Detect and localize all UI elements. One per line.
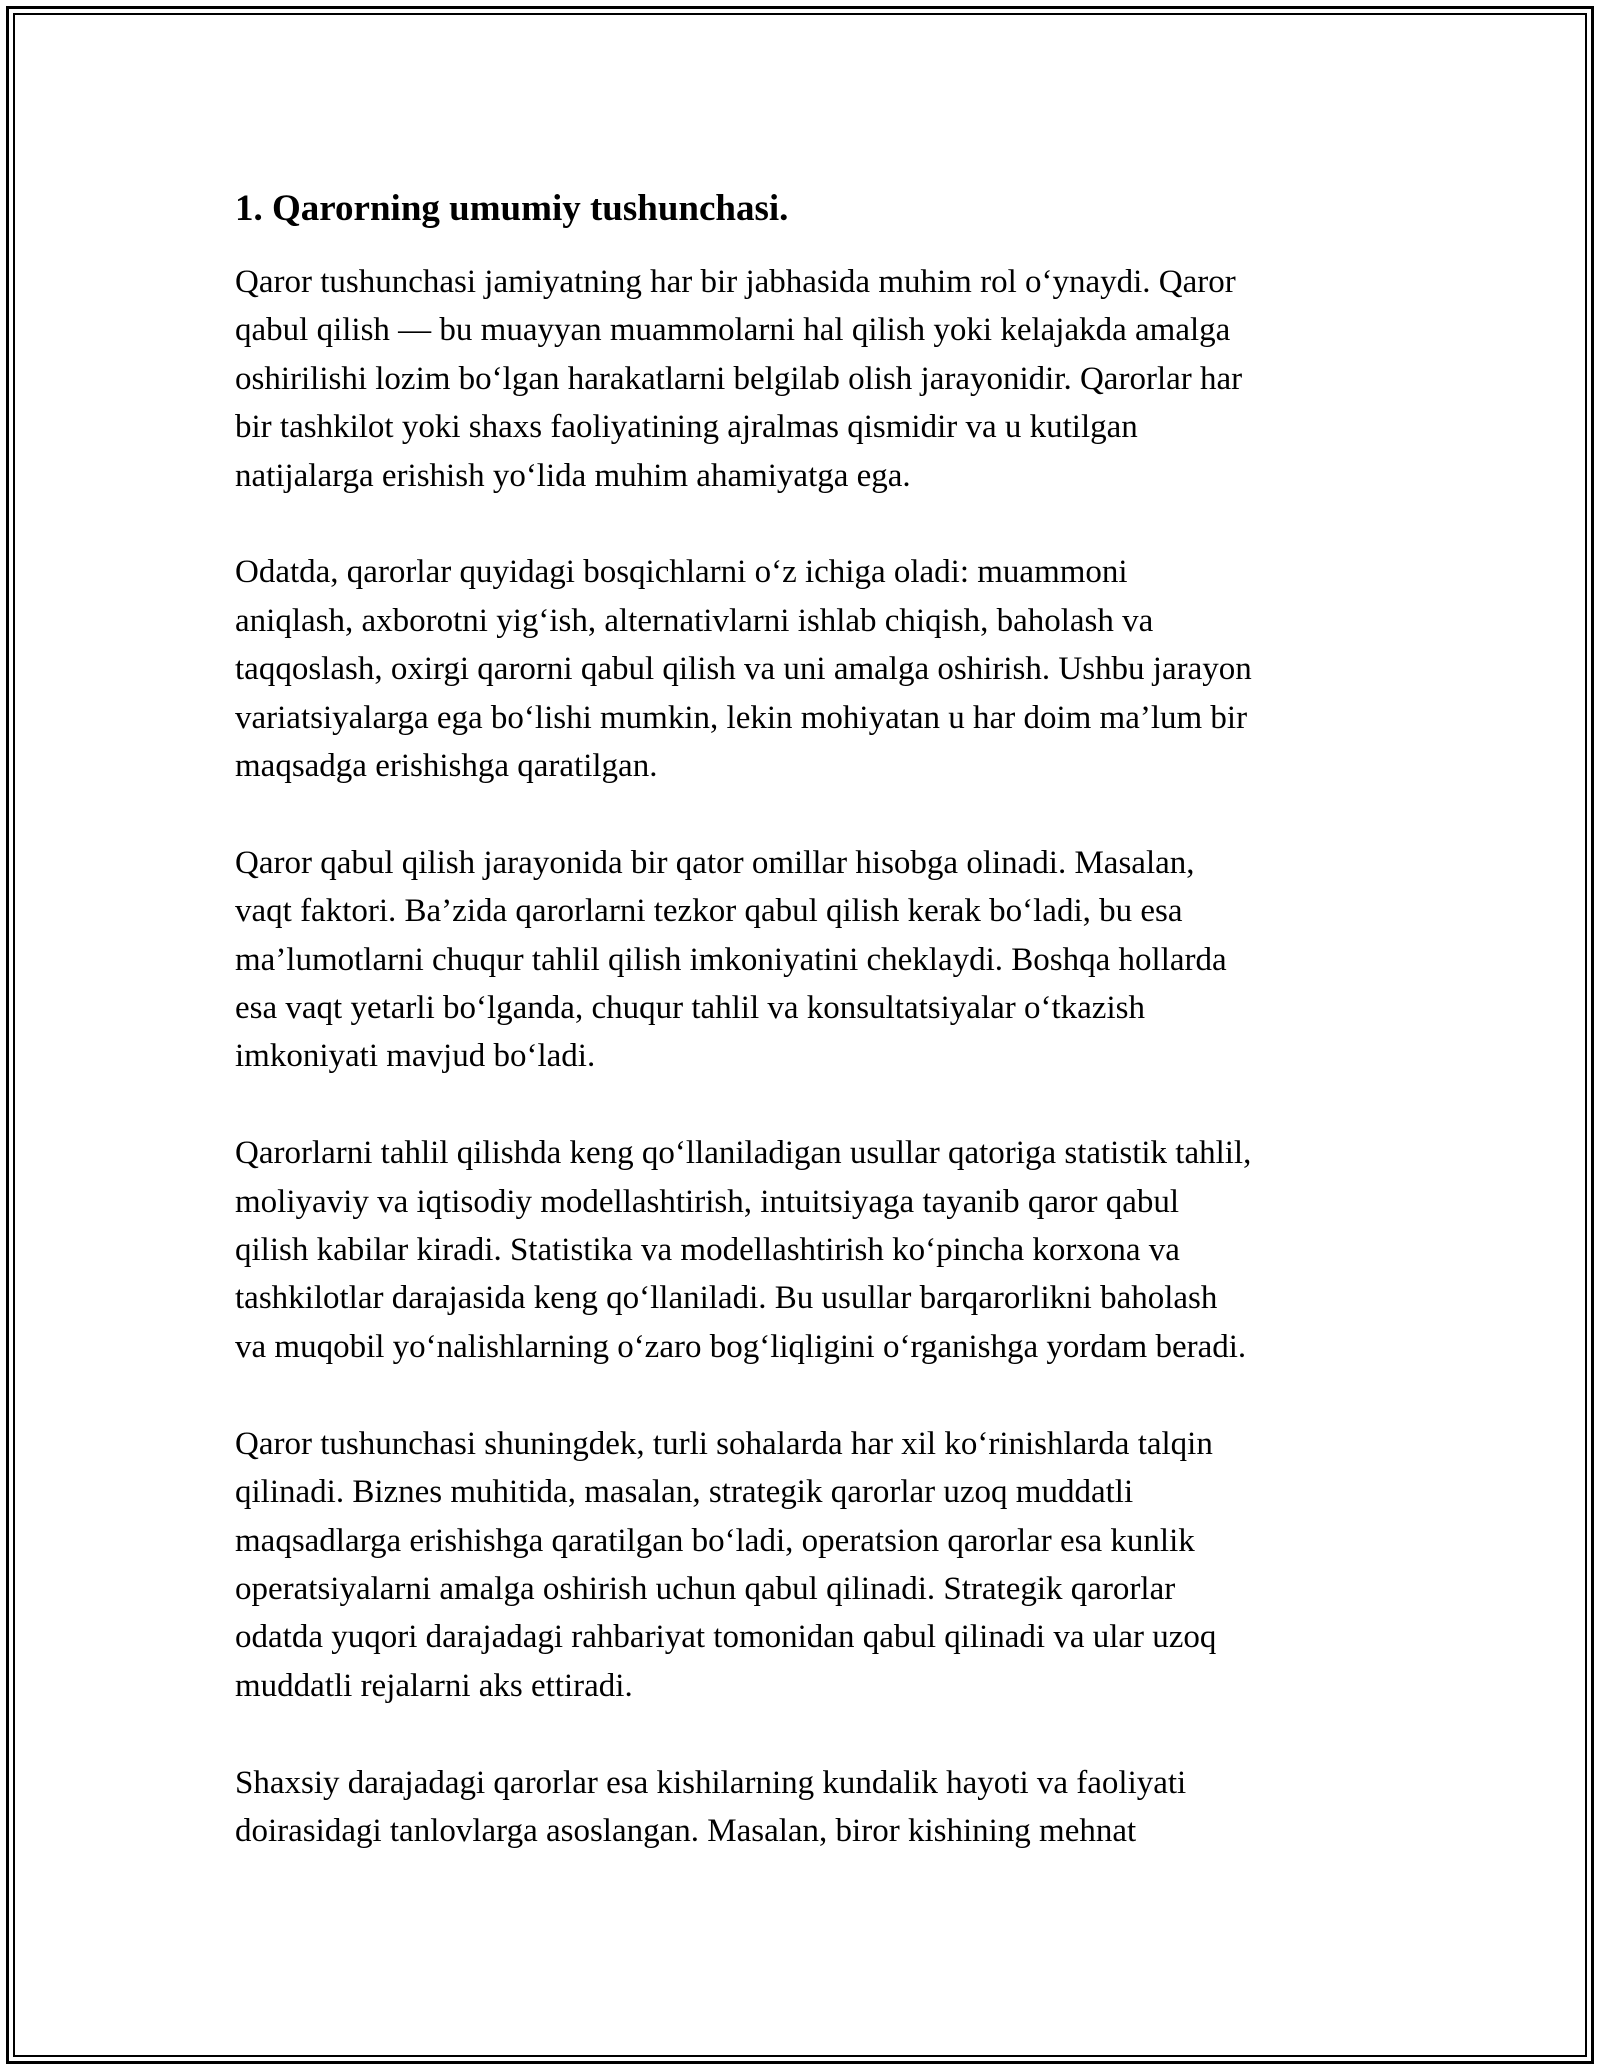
text-line: oshirilishi lozim bo‘lgan harakatlarni belgilab olish jarayonidir. Qarorlar har xyxy=(235,360,1243,397)
paragraph-3 xyxy=(235,839,1380,1081)
text-line: qilish kabilar kiradi. Statistika va modellashtirish ko‘pincha korxona va xyxy=(235,1232,1180,1269)
text-line: natijalarga erishish yo‘lida muhim ahamiyatga ega. xyxy=(235,457,911,494)
text-line: aniqlash, axborotni yig‘ish, alternativlarni ishlab chiqish, baholash va xyxy=(235,602,1154,639)
text-line: moliyaviy va iqtisodiy modellashtirish, intuitsiyaga tayanib qaror qabul xyxy=(235,1183,1180,1220)
paragraph-2 xyxy=(235,548,1380,790)
text-line: odatda yuqori darajadagi rahbariyat tomonidan qabul qilinadi va ular uzoq xyxy=(235,1619,1217,1656)
text-line: bir tashkilot yoki shaxs faoliyatining ajralmas qismidir va u kutilgan xyxy=(235,409,1138,446)
text-line: va muqobil yo‘nalishlarning o‘zaro bog‘liqligini o‘rganishga yordam beradi. xyxy=(235,1328,1247,1365)
text-line: qilinadi. Biznes muhitida, masalan, strategik qarorlar uzoq muddatli xyxy=(235,1474,1134,1511)
text-line: vaqt faktori. Ba’zida qarorlarni tezkor qabul qilish kerak bo‘ladi, bu esa xyxy=(235,893,1183,930)
text-line: maqsadlarga erishishga qaratilgan bo‘ladi, operatsion qarorlar esa kunlik xyxy=(235,1522,1195,1559)
paragraph-4 xyxy=(235,1129,1380,1371)
text-line: taqqoslash, oxirgi qarorni qabul qilish va uni amalga oshirish. Ushbu jarayon xyxy=(235,651,1252,688)
text-line: variatsiyalarga ega bo‘lishi mumkin, lekin mohiyatan u har doim ma’lum bir xyxy=(235,699,1248,736)
text-line: Qaror tushunchasi shuningdek, turli sohalarda har xil ko‘rinishlarda talqin xyxy=(235,1425,1213,1462)
text-line: ma’lumotlarni chuqur tahlil qilish imkoniyatini cheklaydi. Boshqa hollarda xyxy=(235,941,1227,978)
text-line: tashkilotlar darajasida keng qo‘llaniladi. Bu usullar barqarorlikni baholash xyxy=(235,1280,1218,1317)
section-heading: 1. Qarorning umumiy tushunchasi. xyxy=(235,188,789,229)
text-line: maqsadga erishishga qaratilgan. xyxy=(235,748,658,785)
paragraph-5 xyxy=(235,1420,1380,1710)
paragraph-6 xyxy=(235,1759,1380,1856)
paragraph-1 xyxy=(235,258,1380,500)
text-line: muddatli rejalarni aks ettiradi. xyxy=(235,1667,633,1704)
text-line: Qaror tushunchasi jamiyatning har bir jabhasida muhim rol o‘ynaydi. Qaror xyxy=(235,264,1236,300)
text-line: imkoniyati mavjud bo‘ladi. xyxy=(235,1038,596,1075)
text-line: Qarorlarni tahlil qilishda keng qo‘llaniladigan usullar qatoriga statistik tahlil, xyxy=(235,1135,1252,1172)
text-line: esa vaqt yetarli bo‘lganda, chuqur tahlil va konsultatsiyalar o‘tkazish xyxy=(235,990,1145,1027)
text-line: doirasidagi tanlovlarga asoslangan. Masalan, biror kishining mehnat xyxy=(235,1812,1137,1849)
text-line: qabul qilish — bu muayyan muammolarni hal qilish yoki kelajakda amalga xyxy=(235,312,1231,349)
text-line: operatsiyalarni amalga oshirish uchun qabul qilinadi. Strategik qarorlar xyxy=(235,1570,1176,1607)
text-line: Qaror qabul qilish jarayonida bir qator omillar hisobga olinadi. Masalan, xyxy=(235,844,1195,881)
text-line: Shaxsiy darajadagi qarorlar esa kishilarning kundalik hayoti va faoliyati xyxy=(235,1764,1187,1801)
text-line: Odatda, qarorlar quyidagi bosqichlarni o‘z ichiga oladi: muammoni xyxy=(235,554,1128,591)
document-body xyxy=(235,186,1380,1904)
